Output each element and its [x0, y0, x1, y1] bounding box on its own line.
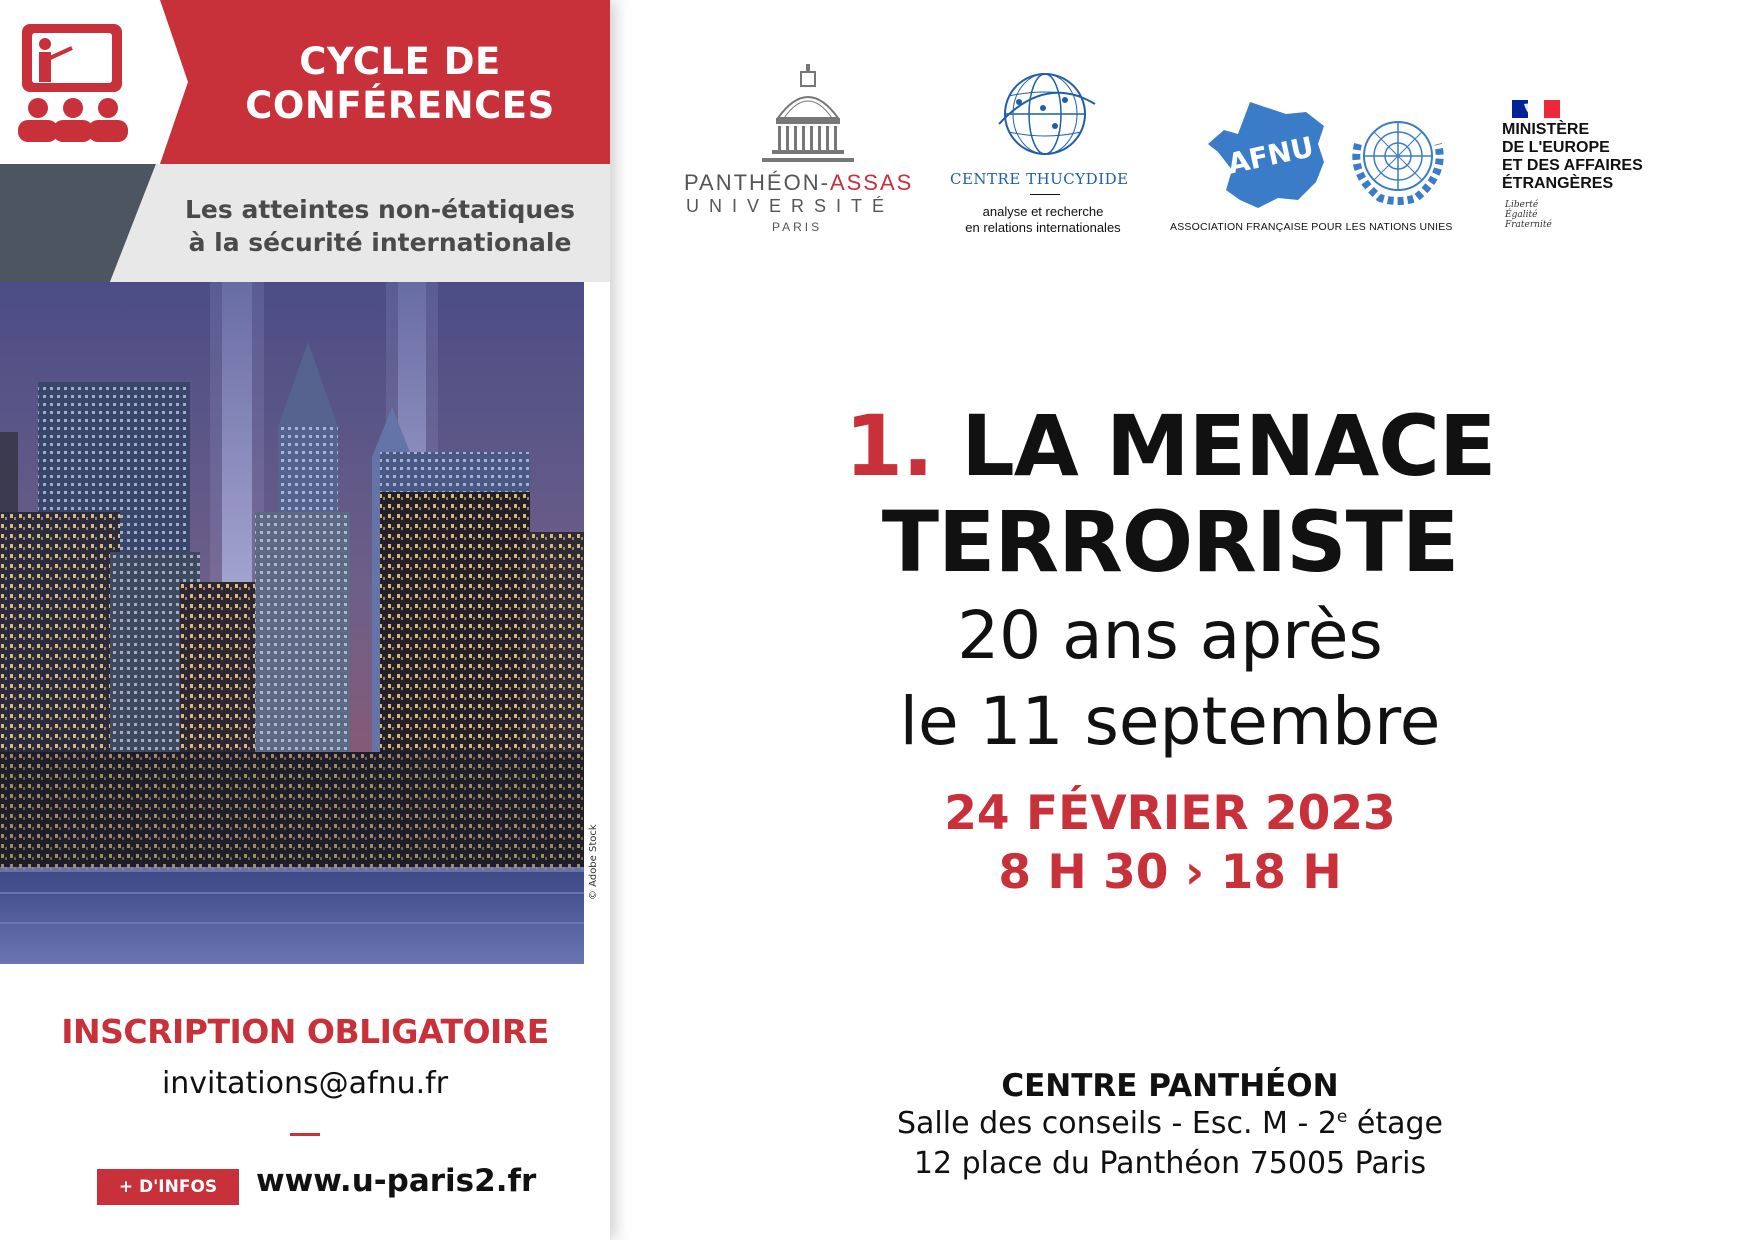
ministere-motto3: Fraternité: [1505, 220, 1552, 230]
series-title-line2: CONFÉRENCES: [245, 84, 555, 127]
ministere-line4: ÉTRANGÈRES: [1502, 175, 1614, 192]
headline-line2: TERRORISTE: [881, 493, 1459, 591]
ministere-line2: DE L'EUROPE: [1502, 139, 1610, 156]
headline-number: 1.: [844, 397, 933, 495]
thucydide-divider: [1030, 194, 1060, 195]
city-skyline-photo: [0, 282, 584, 964]
presenter-icon: [18, 24, 128, 142]
ministere-motto1: Liberté: [1505, 200, 1539, 210]
venue-name: CENTRE PANTHÉON: [1001, 1068, 1339, 1104]
ministere-name: [1502, 121, 1643, 193]
thucydide-name: CENTRE THUCYDIDE: [950, 170, 1129, 188]
thucydide-tagline-line2: en relations internationales: [965, 220, 1121, 235]
pantheon-assas-name-part1: PANTHÉON-: [684, 170, 830, 195]
ministere-motto2: Égalité: [1505, 210, 1538, 220]
afnu-france-map-icon: [1206, 100, 1336, 212]
event-date: 24 FÉVRIER 2023: [944, 786, 1396, 841]
un-emblem-icon: [1340, 104, 1456, 208]
series-title-line1: CYCLE DE: [299, 40, 501, 83]
headline-line4: le 11 septembre: [899, 683, 1441, 760]
pantheon-assas-universite: UNIVERSITÉ: [686, 196, 895, 216]
pantheon-assas-paris: PARIS: [772, 220, 823, 234]
more-info-badge: + D'INFOS: [97, 1169, 239, 1205]
afnu-mark: AFNU: [1224, 130, 1317, 181]
headline-line1: [750, 398, 1590, 494]
venue-room-part1: Salle des conseils - Esc. M - 2: [896, 1106, 1337, 1141]
marianne-flag-icon: [1512, 100, 1562, 118]
event-time: 8 H 30 › 18 H: [998, 845, 1342, 900]
registration-title: INSCRIPTION OBLIGATOIRE: [61, 1012, 549, 1051]
divider: [290, 1133, 320, 1136]
pantheon-assas-name-part2: ASSAS: [829, 170, 914, 195]
pantheon-dome-icon: [758, 62, 858, 170]
series-subtitle-line2: à la sécurité internationale: [188, 228, 572, 257]
venue-room-part2: étage: [1347, 1106, 1444, 1141]
venue-room-sup: e: [1336, 1107, 1348, 1127]
headline-line3: 20 ans après: [957, 597, 1383, 674]
series-subtitle: [130, 193, 630, 259]
registration-email[interactable]: invitations@afnu.fr: [161, 1066, 449, 1101]
website-link[interactable]: www.u-paris2.fr: [256, 1163, 537, 1199]
ministere-motto: [1505, 200, 1552, 230]
ministere-line1: MINISTÈRE: [1502, 121, 1590, 138]
photo-credit: © Adobe Stock: [588, 824, 599, 900]
afnu-caption: ASSOCIATION FRANÇAISE POUR LES NATIONS UNIES: [1170, 221, 1453, 233]
thucydide-globe-icon: [995, 64, 1099, 164]
venue-address: 12 place du Panthéon 75005 Paris: [913, 1146, 1427, 1181]
series-subtitle-line1: Les atteintes non-étatiques: [184, 195, 576, 224]
thucydide-tagline: [948, 204, 1138, 236]
venue-room: [760, 1106, 1580, 1141]
thucydide-tagline-line1: analyse et recherche: [982, 204, 1104, 219]
ministere-line3: ET DES AFFAIRES: [1502, 157, 1643, 174]
headline-line1-text: LA MENACE: [961, 397, 1496, 495]
pantheon-assas-name: [684, 170, 913, 196]
series-title: [200, 40, 600, 128]
